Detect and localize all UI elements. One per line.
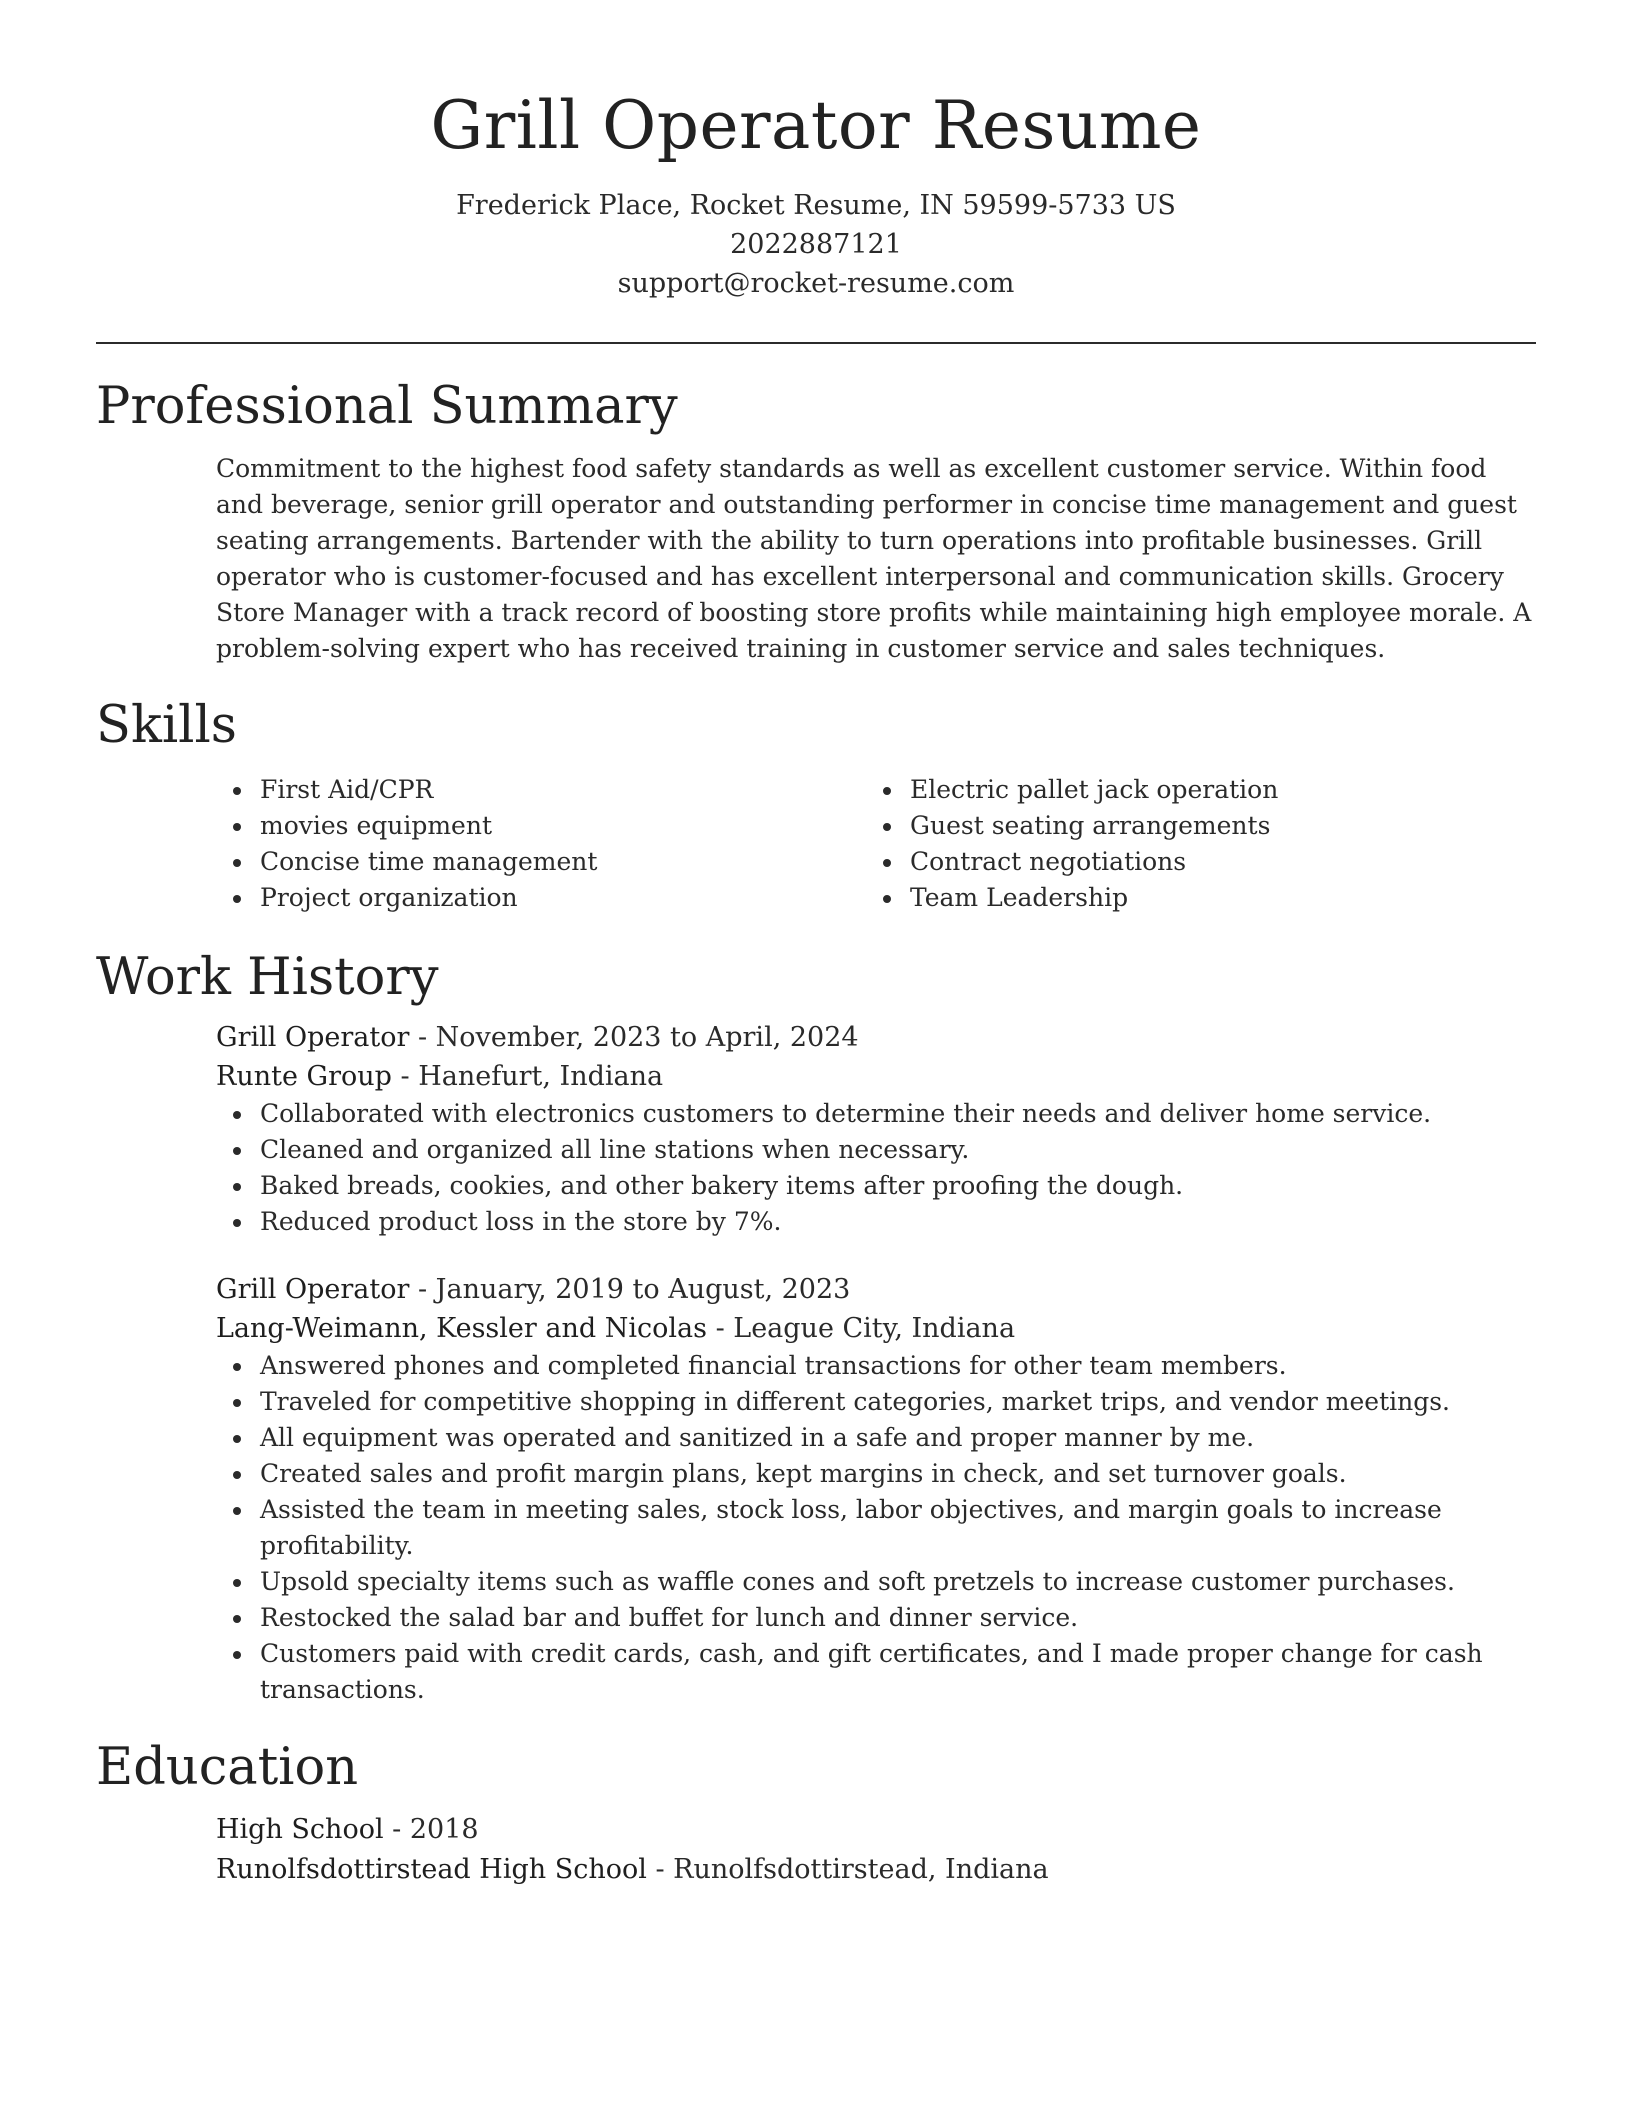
job-dates: - January, 2019 to August, 2023: [409, 1274, 851, 1305]
skill-item: Contract negotiations: [910, 844, 1516, 880]
education-degree: High School: [216, 1814, 384, 1845]
work-history-section: [96, 948, 1536, 1708]
job-bullet: Assisted the team in meeting sales, stock loss, labor objectives, and margin goals to increase profitability.: [260, 1492, 1536, 1564]
education-year: - 2018: [383, 1814, 479, 1845]
education-location: - Runolfsdottirstead, Indiana: [646, 1854, 1049, 1885]
job-title: Grill Operator: [216, 1274, 410, 1305]
contact-address: Frederick Place, Rocket Resume, IN 59599-5733 US: [456, 190, 1176, 221]
job-bullet: Upsold specialty items such as waffle cones and soft pretzels to increase customer purchases.: [260, 1564, 1536, 1600]
job-dates: - November, 2023 to April, 2024: [409, 1022, 859, 1053]
job-bullet: Created sales and profit margin plans, kept margins in check, and set turnover goals.: [260, 1456, 1536, 1492]
skill-item: movies equipment: [260, 808, 866, 844]
contact-phone: 2022887121: [730, 229, 902, 260]
job-title-line: [216, 1018, 1536, 1057]
skill-item: Guest seating arrangements: [910, 808, 1516, 844]
education-heading: Education: [96, 1738, 359, 1797]
job-bullet: Reduced product loss in the store by 7%.: [260, 1204, 1536, 1240]
education-school-line: [216, 1850, 1536, 1890]
job-bullet-list: [216, 1096, 1536, 1240]
job-bullet: Traveled for competitive shopping in different categories, market trips, and vendor meetings.: [260, 1384, 1536, 1420]
job-employer-line: [216, 1057, 1536, 1096]
contact-block: [0, 186, 1632, 303]
job-bullet: Cleaned and organized all line stations when necessary.: [260, 1132, 1536, 1168]
contact-email: support@rocket-resume.com: [617, 268, 1015, 299]
job-employer: Runte Group: [216, 1061, 392, 1092]
job-bullet: Collaborated with electronics customers to determine their needs and deliver home service.: [260, 1096, 1536, 1132]
job-employer-line: [216, 1309, 1536, 1348]
header-divider: [96, 342, 1536, 344]
skills-column-right: [866, 772, 1516, 916]
skills-heading: Skills: [96, 696, 237, 755]
work-history-heading: Work History: [96, 948, 439, 1007]
job-location: - League City, Indiana: [706, 1313, 1016, 1344]
job-bullet: All equipment was operated and sanitized in a safe and proper manner by me.: [260, 1420, 1536, 1456]
skill-item: Electric pallet jack operation: [910, 772, 1516, 808]
job-bullet-list: [216, 1348, 1536, 1708]
page-title: Grill Operator Resume: [430, 87, 1202, 164]
job-bullet: Answered phones and completed financial transactions for other team members.: [260, 1348, 1536, 1384]
summary-text: Commitment to the highest food safety standards as well as excellent customer service. Within food and beverage, senior grill operator and outstanding performer in concise time management and guest seating arrangements. Bartender with the ability to turn operations into profitable businesses. Grill operator who is customer-focused and has excellent interpersonal and communication skills. Grocery Store Manager with a track record of boosting store profits while maintaining high employee morale. A problem-solving expert who has received training in customer service and sales techniques.: [216, 454, 1532, 663]
job-location: - Hanefurt, Indiana: [391, 1061, 664, 1092]
job-bullet: Baked breads, cookies, and other bakery items after proofing the dough.: [260, 1168, 1536, 1204]
skills-column-left: [216, 772, 866, 916]
skill-item: Team Leadership: [910, 880, 1516, 916]
skill-item: First Aid/CPR: [260, 772, 866, 808]
job-bullet: Restocked the salad bar and buffet for lunch and dinner service.: [260, 1600, 1536, 1636]
summary-heading: Professional Summary: [96, 377, 678, 436]
job-title-line: [216, 1270, 1536, 1309]
skill-item: Concise time management: [260, 844, 866, 880]
education-entry: [216, 1810, 1536, 1890]
summary-section: [96, 377, 1536, 667]
job-employer: Lang-Weimann, Kessler and Nicolas: [216, 1313, 707, 1344]
education-school: Runolfsdottirstead High School: [216, 1854, 647, 1885]
education-degree-line: [216, 1810, 1536, 1850]
job-entry: [216, 1270, 1536, 1708]
job-entry: [216, 1018, 1536, 1240]
skill-item: Project organization: [260, 880, 866, 916]
job-bullet: Customers paid with credit cards, cash, and gift certificates, and I made proper change for cash transactions.: [260, 1636, 1536, 1708]
job-title: Grill Operator: [216, 1022, 410, 1053]
skills-grid: [216, 772, 1536, 916]
skills-section: [96, 696, 1536, 916]
resume-header: [0, 0, 1632, 303]
education-section: [96, 1738, 1536, 1890]
